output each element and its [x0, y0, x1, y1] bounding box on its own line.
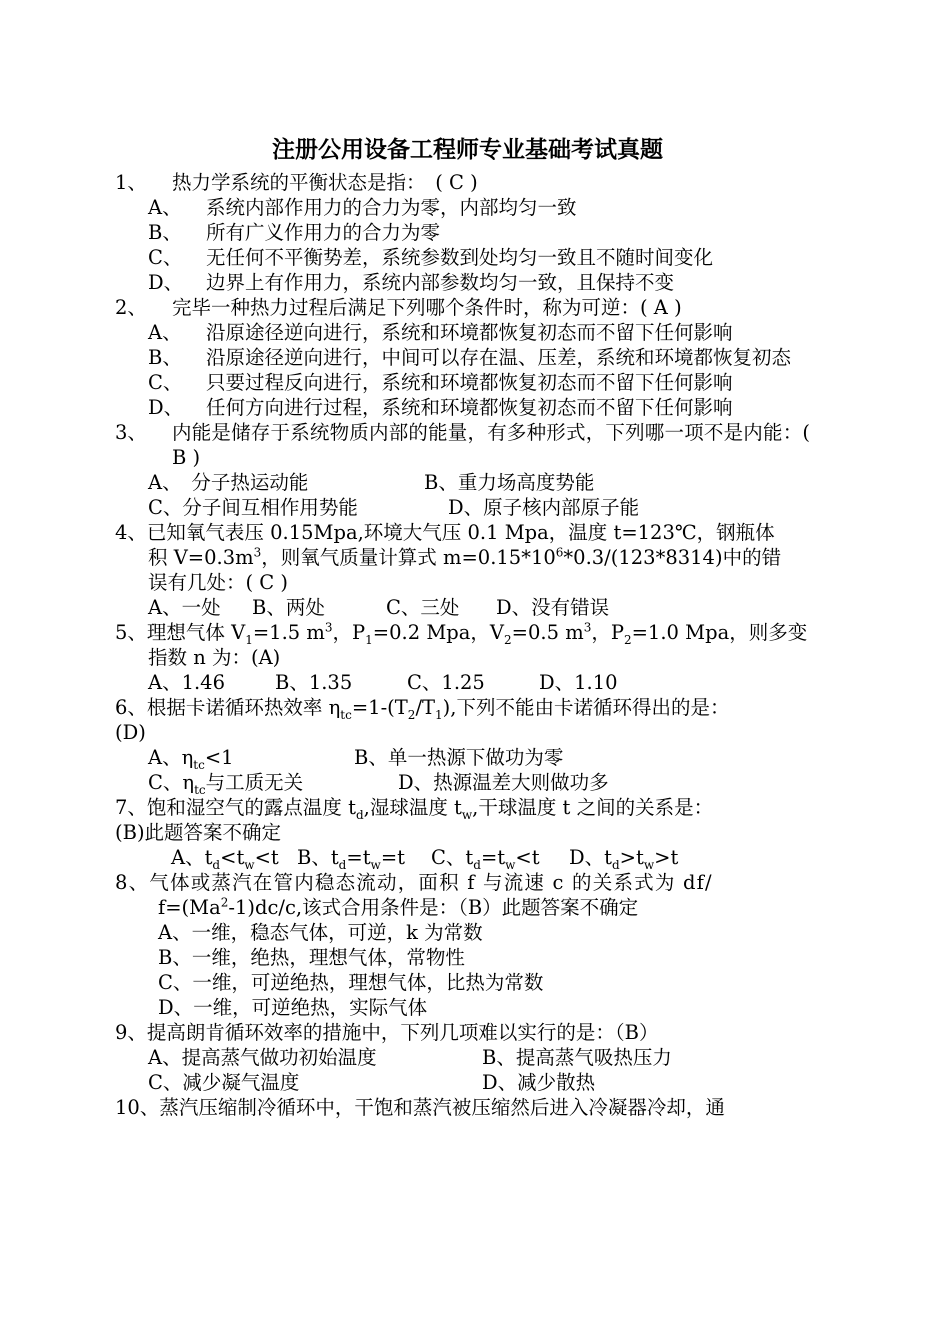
option-d: D、 边界上有作用力，系统内部参数均匀一致，且保持不变 — [148, 271, 675, 294]
option-c: C、 只要过程反向进行，系统和环境都恢复初态而不留下任何影响 — [148, 371, 733, 394]
question-3 — [115, 420, 810, 470]
option-c: C、 无任何不平衡势差，系统参数到处均匀一致且不随时间变化 — [148, 246, 714, 269]
option-d: D、减少散热 — [482, 1071, 596, 1094]
question-10: 10、蒸汽压缩制冷循环中，干饱和蒸汽被压缩然后进入冷凝器冷却，通 — [115, 1096, 725, 1119]
option-c: C、1.25 — [407, 671, 485, 694]
question-text: 内能是储存于系统物质内部的能量，有多种形式，下列哪一项不是内能：( B ) — [172, 421, 810, 469]
question-line: 积 $V=0.3m^3$，则氧气质量计算式 $m=0.15*10^6*0.3/(123*8314)$中的错 — [148, 545, 782, 569]
question-8 — [115, 870, 810, 920]
option-a: A、提高蒸气做功初始温度 — [148, 1046, 377, 1069]
option-a: A、 分子热运动能 — [148, 471, 309, 494]
option-a: A、$\eta_{tc}<1$ — [148, 746, 234, 772]
question-line: 指数 n 为：(A) — [148, 646, 281, 669]
question-4 — [115, 520, 810, 595]
option-a: A、 沿原途径逆向进行，系统和环境都恢复初态而不留下任何影响 — [148, 321, 733, 344]
option-d: D、原子核内部原子能 — [448, 496, 640, 519]
question-line: (D) — [115, 721, 146, 744]
option-d: D、$t_d>t_w>t$ — [569, 846, 679, 872]
option-a: A、1.46 — [148, 671, 226, 694]
question-9: 9、提高朗肯循环效率的措施中，下列几项难以实行的是：（B） — [115, 1021, 659, 1044]
options-row-ab — [115, 470, 810, 495]
option-c: C、$\eta_{tc}$与工质无关 — [148, 771, 304, 797]
option-a: A、一维，稳态气体，可逆，k 为常数 — [158, 921, 483, 944]
options-row — [115, 845, 810, 870]
option-b: B、1.35 — [275, 671, 353, 694]
question-line: 8、气体或蒸汽在管内稳态流动，面积 f 与流速 c 的关系式为 df/ — [115, 871, 713, 894]
option-d: D、 任何方向进行过程，系统和环境都恢复初态而不留下任何影响 — [148, 396, 733, 419]
option-b: B、$t_d=t_w=t$ — [297, 846, 406, 872]
options-row-ab — [115, 1045, 810, 1070]
question-line: $f=(Ma^2-1)dc/c$,该式合用条件是：（B）此题答案不确定 — [158, 895, 639, 919]
question-line: (B)此题答案不确定 — [115, 821, 282, 844]
question-1 — [115, 170, 810, 195]
question-line: 7、饱和湿空气的露点温度 $t_d$,湿球温度 $t_w$,干球温度 t 之间的关系是： — [115, 796, 714, 822]
option-b: B、 沿原途径逆向进行，中间可以存在温、压差，系统和环境都恢复初态 — [148, 346, 792, 369]
option-d: D、一维，可逆绝热，实际气体 — [158, 996, 428, 1019]
option-a: A、一处 — [148, 596, 221, 619]
option-c: C、分子间互相作用势能 — [148, 496, 358, 519]
option-b: B、提高蒸气吸热压力 — [482, 1046, 672, 1069]
option-c: C、减少凝气温度 — [148, 1071, 300, 1094]
question-6 — [115, 695, 810, 745]
options-row — [115, 670, 810, 695]
question-line: 4、已知氧气表压 0.15Mpa,环境大气压 0.1 Mpa，温度 t=123℃，钢瓶体 — [115, 521, 775, 544]
option-c: C、$t_d=t_w<t$ — [431, 846, 540, 872]
option-c: C、三处 — [386, 596, 460, 619]
options-row-cd — [115, 1070, 810, 1095]
question-line: 6、根据卡诺循环热效率 $\eta_{tc}=1-(T_2/T_1)$,下列不能由卡诺循环得出的是： — [115, 696, 730, 722]
option-b: B、重力场高度势能 — [424, 471, 595, 494]
question-text: 完毕一种热力过程后满足下列哪个条件时，称为可逆：( A ) — [172, 296, 682, 319]
question-number: 1、 — [115, 171, 147, 194]
options-row-cd — [115, 495, 810, 520]
option-a: A、 系统内部作用力的合力为零，内部均匀一致 — [148, 196, 577, 219]
option-b: B、 所有广义作用力的合力为零 — [148, 221, 441, 244]
option-d: D、没有错误 — [496, 596, 610, 619]
question-7 — [115, 795, 810, 845]
option-d: D、1.10 — [539, 671, 618, 694]
option-b: B、两处 — [252, 596, 325, 619]
question-line: 5、理想气体 $V_1=1.5$ $m^3$，$P_1=0.2$ Mpa，$V_2=0.5$ $m^3$，$P_2=1.0$ Mpa，则多变 — [115, 620, 808, 647]
options-row-ab — [115, 745, 810, 770]
question-line: 误有几处：( C ) — [148, 571, 289, 594]
options-row — [115, 595, 810, 620]
option-b: B、单一热源下做功为零 — [354, 746, 564, 769]
question-5 — [115, 620, 810, 670]
question-number: 2、 — [115, 296, 147, 319]
question-2 — [115, 295, 810, 320]
option-a: A、$t_d<t_w<t$ — [171, 846, 279, 872]
question-text: 热力学系统的平衡状态是指： ( C ) — [172, 171, 478, 194]
option-c: C、一维，可逆绝热，理想气体，比热为常数 — [158, 971, 544, 994]
options-row-cd — [115, 770, 810, 795]
page-title: 注册公用设备工程师专业基础考试真题 — [272, 136, 663, 163]
option-b: B、一维，绝热，理想气体，常物性 — [158, 946, 465, 969]
option-d: D、热源温差大则做功多 — [398, 771, 609, 794]
question-number: 3、 — [115, 421, 147, 444]
